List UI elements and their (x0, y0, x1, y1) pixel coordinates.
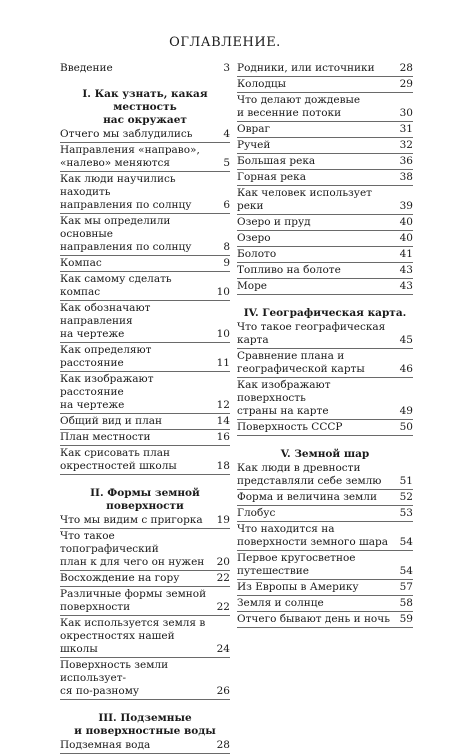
toc-entry-page: 50 (399, 421, 413, 433)
toc-entry-title: Отчего мы заблудились (60, 128, 193, 140)
toc-entry-page: 11 (216, 357, 230, 369)
toc-entry-title: Глобус (237, 507, 276, 519)
toc-entry[interactable] (60, 128, 230, 143)
toc-entry[interactable] (237, 379, 413, 420)
toc-entry-title: Направления «направо», «налево» меняются (60, 144, 200, 169)
toc-entry[interactable] (237, 187, 413, 215)
toc-entry-page: 58 (399, 597, 413, 609)
toc-entry-title: Введение (60, 62, 113, 74)
toc-entry-title: Как используется земля в окрестностях нашей школы (60, 617, 206, 655)
toc-right-column (237, 62, 413, 629)
toc-entry-page: 3 (223, 62, 230, 74)
toc-entry-page: 22 (216, 601, 230, 613)
toc-entry-title: Болото (237, 248, 277, 260)
toc-entry[interactable] (237, 507, 413, 522)
toc-entry-title: Горная река (237, 171, 306, 183)
section-spacer (60, 476, 230, 487)
toc-entry[interactable] (237, 139, 413, 154)
toc-entry-title: Форма и величина земли (237, 491, 377, 503)
toc-entry[interactable] (237, 216, 413, 231)
toc-entry-title: Что такое географическая карта (237, 321, 386, 346)
toc-entry-page: 29 (399, 78, 413, 90)
section-spacer (60, 77, 230, 88)
toc-entry-title: Озеро (237, 232, 271, 244)
toc-entry-page: 10 (216, 286, 230, 298)
toc-entry-title: Топливо на болоте (237, 264, 341, 276)
section-heading: V. Земной шар (280, 448, 370, 460)
toc-entry-page: 12 (216, 399, 230, 411)
toc-entry-title: Как срисовать план окрестностей школы (60, 447, 177, 472)
toc-entry-title: Что находится на поверхности земного шара (237, 523, 389, 548)
toc-entry-page: 28 (216, 739, 230, 751)
toc-entry-title: Море (237, 280, 268, 292)
toc-entry-page: 31 (399, 123, 413, 135)
toc-entry[interactable] (60, 431, 230, 446)
toc-entry-page: 45 (399, 334, 413, 346)
toc-entry-page: 28 (399, 62, 413, 74)
toc-entry-page: 54 (399, 536, 413, 548)
toc-entry[interactable] (237, 581, 413, 596)
page-title: ОГЛАВЛЕНИЕ. (169, 35, 281, 50)
toc-entry-title: Как люди в древности представляли себе землю (237, 462, 382, 487)
toc-entry-title: Восхождение на гору (60, 572, 180, 584)
toc-entry-page: 51 (399, 475, 413, 487)
toc-entry-page: 14 (216, 415, 230, 427)
toc-entry[interactable] (237, 62, 413, 77)
toc-entry-page: 24 (216, 643, 230, 655)
toc-entry-title: Как люди научились находить направления по солнцу (60, 173, 192, 211)
toc-entry-title: Земля и солнце (237, 597, 324, 609)
toc-entry-title: Колодцы (237, 78, 287, 90)
section-spacer (60, 701, 230, 712)
toc-entry-title: Озеро и пруд (237, 216, 311, 228)
toc-entry[interactable] (60, 447, 230, 475)
toc-entry-page: 40 (399, 232, 413, 244)
toc-entry[interactable] (237, 280, 413, 295)
toc-entry-page: 22 (216, 572, 230, 584)
toc-entry-page: 26 (216, 685, 230, 697)
toc-entry-page: 5 (223, 157, 230, 169)
toc-entry[interactable] (237, 613, 413, 628)
section-heading: III. Подземные и поверхностные воды (74, 712, 216, 737)
toc-entry[interactable] (237, 597, 413, 612)
toc-entry-title: Как самому сделать компас (60, 273, 172, 298)
toc-entry[interactable] (60, 144, 230, 172)
toc-entry[interactable] (237, 94, 413, 122)
toc-entry[interactable] (60, 273, 230, 301)
toc-entry-page: 53 (399, 507, 413, 519)
toc-entry-title: Компас (60, 257, 102, 269)
toc-entry-title: Большая река (237, 155, 316, 167)
toc-entry[interactable] (60, 62, 230, 76)
toc-entry-title: Поверхность земли использует- ся по-разному (60, 659, 169, 697)
toc-entry-page: 8 (223, 241, 230, 253)
toc-entry[interactable] (60, 659, 230, 700)
toc-entry-title: Как изображают расстояние на чертеже (60, 373, 154, 411)
toc-left-column (60, 62, 230, 755)
toc-entry-page: 59 (399, 613, 413, 625)
section-heading: I. Как узнать, какая местность нас окружает (82, 88, 208, 126)
toc-entry-title: Как человек использует реки (237, 187, 372, 212)
toc-entry-title: Что делают дождевые и весенние потоки (237, 94, 361, 119)
toc-entry-title: Общий вид и план (60, 415, 163, 427)
toc-entry[interactable] (237, 264, 413, 279)
section-heading: II. Формы земной поверхности (90, 487, 200, 512)
toc-entry[interactable] (60, 302, 230, 343)
toc-entry-title: Как определяют расстояние (60, 344, 152, 369)
toc-entry[interactable] (237, 462, 413, 490)
toc-entry-title: Что мы видим с пригорка (60, 514, 203, 526)
toc-entry[interactable] (60, 739, 230, 754)
toc-entry[interactable] (60, 373, 230, 414)
toc-entry-page: 30 (399, 107, 413, 119)
section-heading: IV. Географическая карта. (243, 307, 407, 319)
toc-entry-page: 20 (216, 556, 230, 568)
toc-entry[interactable] (237, 350, 413, 378)
toc-entry[interactable] (60, 530, 230, 571)
toc-entry-page: 41 (399, 248, 413, 260)
toc-entry-page: 40 (399, 216, 413, 228)
toc-entry[interactable] (60, 617, 230, 658)
toc-entry[interactable] (237, 421, 413, 436)
toc-entry-page: 18 (216, 460, 230, 472)
toc-entry-page: 39 (399, 200, 413, 212)
toc-entry-title: Как изображают поверхность страны на карте (237, 379, 331, 417)
toc-entry[interactable] (60, 588, 230, 616)
toc-entry-title: Что такое топографический план к для чего он нужен (60, 530, 205, 568)
toc-entry[interactable] (237, 78, 413, 93)
toc-entry[interactable] (237, 123, 413, 138)
toc-entry-page: 16 (216, 431, 230, 443)
toc-entry[interactable] (237, 321, 413, 349)
toc-entry-title: Сравнение плана и географической карты (237, 350, 365, 375)
toc-entry[interactable] (60, 415, 230, 430)
toc-entry[interactable] (60, 514, 230, 529)
toc-entry[interactable] (237, 552, 413, 580)
toc-entry[interactable] (237, 491, 413, 506)
toc-entry[interactable] (60, 344, 230, 372)
section-spacer (237, 296, 413, 307)
toc-entry-title: Поверхность СССР (237, 421, 343, 433)
toc-entry-title: Первое кругосветное путешествие (237, 552, 356, 577)
toc-entry-page: 49 (399, 405, 413, 417)
toc-entry-title: Отчего бывают день и ночь (237, 613, 390, 625)
toc-entry-title: Как обозначают направления на чертеже (60, 302, 151, 340)
toc-entry[interactable] (237, 232, 413, 247)
toc-entry-title: Из Европы в Америку (237, 581, 359, 593)
toc-entry[interactable] (237, 171, 413, 186)
toc-entry[interactable] (60, 173, 230, 214)
toc-entry[interactable] (60, 257, 230, 272)
toc-entry-page: 32 (399, 139, 413, 151)
toc-entry[interactable] (60, 215, 230, 256)
toc-entry-page: 43 (399, 264, 413, 276)
toc-entry-page: 36 (399, 155, 413, 167)
toc-entry-page: 46 (399, 363, 413, 375)
section-spacer (237, 437, 413, 448)
toc-entry-title: План местности (60, 431, 151, 443)
toc-entry-title: Подземная вода (60, 739, 151, 751)
toc-entry-page: 57 (399, 581, 413, 593)
toc-entry-page: 9 (223, 257, 230, 269)
toc-entry-page: 10 (216, 328, 230, 340)
toc-entry-title: Как мы определили основные направления по солнцу (60, 215, 192, 253)
toc-entry-page: 54 (399, 565, 413, 577)
toc-entry-page: 4 (223, 128, 230, 140)
toc-entry-title: Овраг (237, 123, 271, 135)
toc-entry-title: Родники, или источники (237, 62, 375, 74)
toc-entry[interactable] (237, 155, 413, 170)
toc-entry-page: 6 (223, 199, 230, 211)
toc-entry[interactable] (237, 523, 413, 551)
toc-entry-page: 52 (399, 491, 413, 503)
toc-entry-page: 19 (216, 514, 230, 526)
toc-entry[interactable] (60, 572, 230, 587)
toc-entry-title: Различные формы земной поверхности (60, 588, 207, 613)
toc-entry[interactable] (237, 248, 413, 263)
toc-entry-page: 38 (399, 171, 413, 183)
toc-entry-title: Ручей (237, 139, 271, 151)
toc-entry-page: 43 (399, 280, 413, 292)
